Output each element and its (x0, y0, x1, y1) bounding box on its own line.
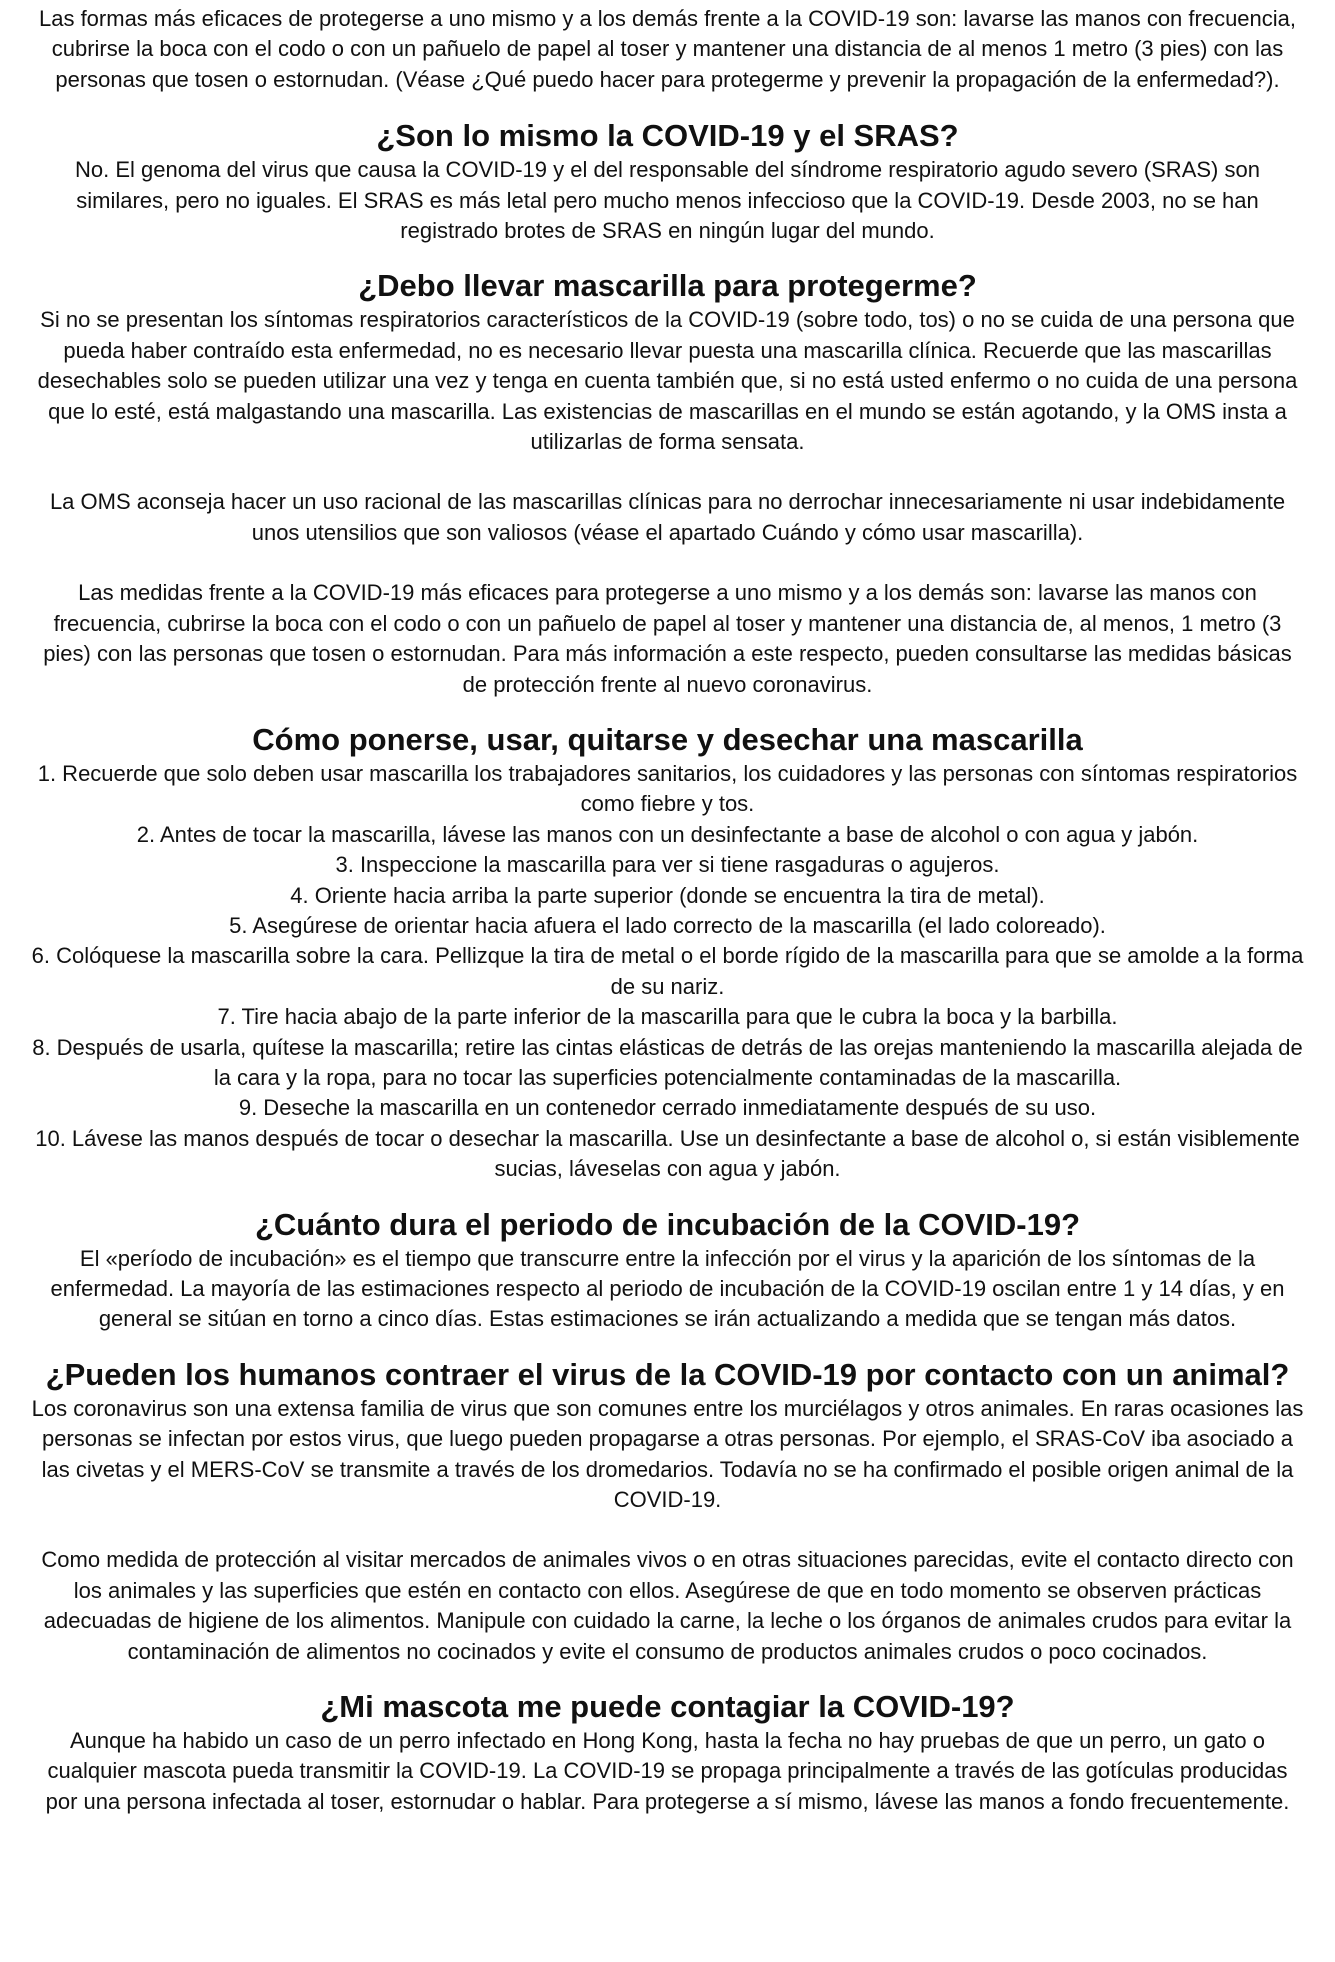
list-item: 1. Recuerde que solo deben usar mascarilla los trabajadores sanitarios, los cuidadores y las personas con síntomas respiratorios como fiebre y tos. (37, 760, 1298, 817)
mascarilla-paragraph-1: Si no se presentan los síntomas respiratorios característicos de la COVID-19 (sobre todo, tos) o no se cuida de una persona que pueda haber contraído esta enfermedad, no es necesario llevar puesta una mascarilla clínica. Recuerde que las mascarillas desechables solo se pueden utilizar una vez y tenga en cuenta también que, si no está usted enfermo o no cuida de una persona que lo esté, está malgastando una mascarilla. Las existencias de mascarillas en el mundo se están agotando, y la OMS insta a utilizarlas de forma sensata. (37, 307, 1298, 455)
intro-paragraph: Las formas más eficaces de protegerse a uno mismo y a los demás frente a la COVID-19 son: lavarse las manos con frecuencia, cubrirse la boca con el codo o con un pañuelo de papel al toser y mantener una distancia de al menos 1 metro (3 pies) con las personas que tosen o estornudan. (Véase ¿Qué puedo hacer para protegerme y prevenir la propagación de la enfermedad?). (38, 6, 1297, 92)
mascarilla-paragraph-3: Las medidas frente a la COVID-19 más eficaces para protegerse a uno mismo y a los demás son: lavarse las manos con frecuencia, cubrirse la boca con el codo o con un pañuelo de papel al toser y mantener una distancia de, al menos, 1 metro (3 pies) con las personas que tosen o estornudan. Para más información a este respecto, pueden consultarse las medidas básicas de protección frente al nuevo coronavirus. (43, 580, 1292, 697)
mask-steps-list (30, 759, 1305, 1185)
section-body-incubacion: El «período de incubación» es el tiempo que transcurre entre la infección por el virus y la aparición de los síntomas de la enfermedad. La mayoría de las estimaciones respecto al periodo de incubación de la COVID-19 oscilan entre 1 y 14 días, y en general se sitúan en torno a cinco días. Estas estimaciones se irán actualizando a medida que se tengan más datos. (50, 1245, 1285, 1332)
section-incubacion (30, 1206, 1305, 1335)
section-body-sras: No. El genoma del virus que causa la COVID-19 y el del responsable del síndrome respiratorio agudo severo (SRAS) son similares, pero no iguales. El SRAS es más letal pero mucho menos infeccioso que la COVID-19. Desde 2003, no se han registrado brotes de SRAS en ningún lugar del mundo. (75, 157, 1260, 244)
list-item: 6. Colóquese la mascarilla sobre la cara. Pellizque la tira de metal o el borde rígido de la mascarilla para que se amolde a la forma de su nariz. (31, 943, 1304, 999)
list-item: 8. Después de usarla, quítese la mascarilla; retire las cintas elásticas de detrás de las orejas manteniendo la mascarilla alejada de la cara y la ropa, para no tocar las superficies potencialmente contaminadas de la mascarilla. (32, 1034, 1303, 1090)
section-mascarilla (30, 267, 1305, 699)
section-heading-uso-mascarilla: Cómo ponerse, usar, quitarse y desechar una mascarilla (252, 721, 1083, 757)
section-heading-animal: ¿Pueden los humanos contraer el virus de la COVID-19 por contacto con un animal? (45, 1356, 1290, 1392)
list-item: 9. Deseche la mascarilla en un contenedor cerrado inmediatamente después de su uso. (238, 1095, 1097, 1121)
list-item: 5. Asegúrese de orientar hacia afuera el lado correcto de la mascarilla (el lado coloreado). (229, 912, 1106, 938)
section-heading-mascota: ¿Mi mascota me puede contagiar la COVID-19? (320, 1689, 1015, 1725)
section-animal (30, 1356, 1305, 1667)
animal-paragraph-2: Como medida de protección al visitar mercados de animales vivos o en otras situaciones parecidas, evite el contacto directo con los animales y las superficies que estén en contacto con ellos. Asegúrese de que en todo momento se observen prácticas adecuadas de higiene de los alimentos. Manipule con cuidado la carne, la leche o los órganos de animales crudos para evitar la contaminación de alimentos no cocinados y evite el consumo de productos animales crudos o poco cocinados. (41, 1547, 1294, 1664)
section-heading-sras: ¿Son lo mismo la COVID-19 y el SRAS? (376, 118, 959, 154)
section-heading-mascarilla: ¿Debo llevar mascarilla para protegerme? (358, 268, 977, 304)
section-mascota (30, 1688, 1305, 1817)
section-uso-mascarilla (30, 721, 1305, 1185)
mascarilla-paragraph-2: La OMS aconseja hacer un uso racional de las mascarillas clínicas para no derrochar innecesariamente ni usar indebidamente unos utensilios que son valiosos (véase el apartado Cuándo y cómo usar mascarilla). (49, 489, 1286, 545)
animal-paragraph-1: Los coronavirus son una extensa familia de virus que son comunes entre los murciélagos y otros animales. En raras ocasiones las personas se infectan por estos virus, que luego pueden propagarse a otras personas. Por ejemplo, el SRAS-CoV iba asociado a las civetas y el MERS-CoV se transmite a través de los dromedarios. Todavía no se ha confirmado el posible origen animal de la COVID-19. (31, 1395, 1304, 1513)
list-item: 10. Lávese las manos después de tocar o desechar la mascarilla. Use un desinfectante a base de alcohol o, si están visiblemente sucias, láveselas con agua y jabón. (35, 1125, 1300, 1182)
list-item: 7. Tire hacia abajo de la parte inferior de la mascarilla para que le cubra la boca y la barbilla. (217, 1004, 1118, 1030)
section-sras (30, 117, 1305, 246)
list-item: 4. Oriente hacia arriba la parte superior (donde se encuentra la tira de metal). (290, 882, 1045, 908)
section-heading-incubacion: ¿Cuánto dura el periodo de incubación de la COVID-19? (254, 1206, 1081, 1242)
list-item: 3. Inspeccione la mascarilla para ver si tiene rasgaduras o agujeros. (335, 852, 1000, 878)
list-item: 2. Antes de tocar la mascarilla, lávese las manos con un desinfectante a base de alcohol o con agua y jabón. (136, 821, 1199, 847)
section-body-mascota: Aunque ha habido un caso de un perro infectado en Hong Kong, hasta la fecha no hay pruebas de que un perro, un gato o cualquier mascota pueda transmitir la COVID-19. La COVID-19 se propaga principalmente a través de las gotículas producidas por una persona infectada al toser, estornudar o hablar. Para protegerse a sí mismo, lávese las manos a fondo frecuentemente. (45, 1728, 1290, 1814)
